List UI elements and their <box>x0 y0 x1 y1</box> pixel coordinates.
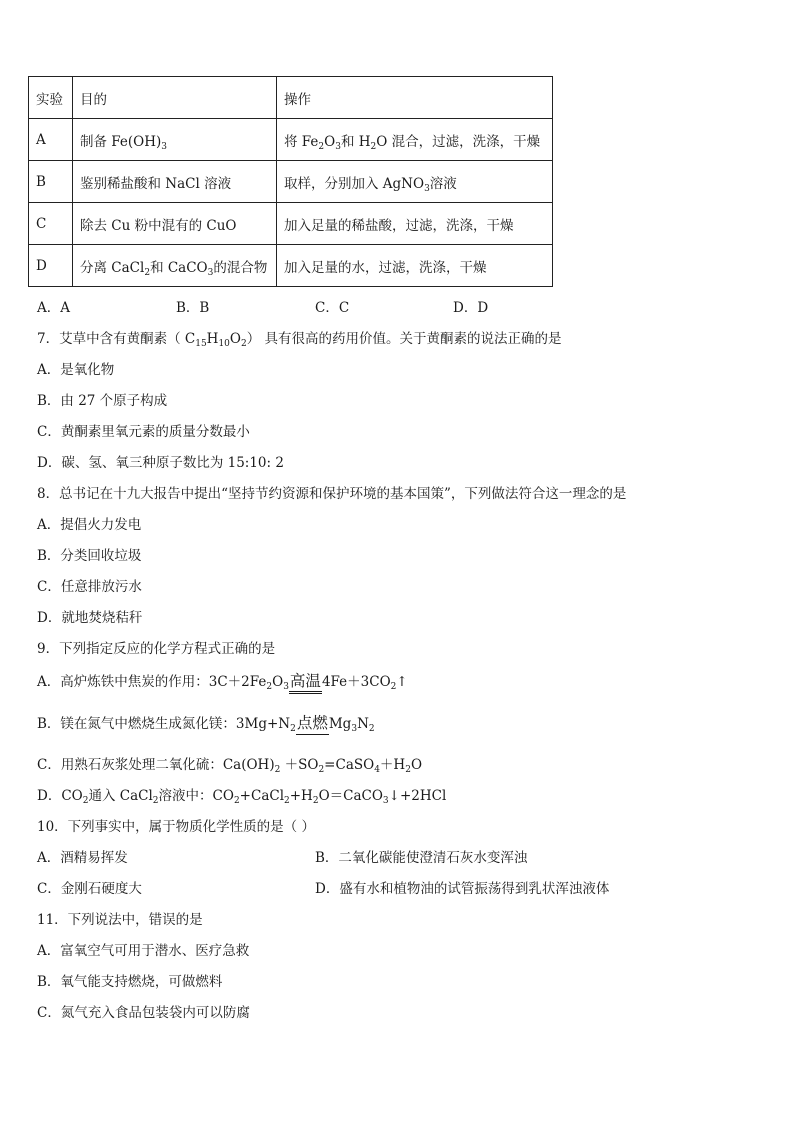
purpose-cell: 除去 Cu 粉中混有的 CuO <box>73 203 277 245</box>
header-cell: 实验 <box>29 77 73 119</box>
q11-option-b[interactable]: B．氧气能支持燃烧，可做燃料 <box>37 974 223 990</box>
q6-option-b[interactable]: B．B <box>176 300 210 316</box>
q7-option-a[interactable]: A．是氧化物 <box>37 362 115 378</box>
q10-option-a[interactable]: A．酒精易挥发 <box>37 850 128 866</box>
operation-cell: 加入足量的稀盐酸，过滤，洗涤，干燥 <box>277 203 553 245</box>
q8-option-a[interactable]: A．提倡火力发电 <box>37 517 142 533</box>
table-header-row <box>29 77 553 119</box>
q9-stem: 9．下列指定反应的化学方程式正确的是 <box>37 641 276 657</box>
row-label: A <box>29 119 73 161</box>
header-cell: 目的 <box>73 77 277 119</box>
row-label: C <box>29 203 73 245</box>
operation-cell: 取样，分别加入 AgNO$_3$溶液 <box>277 161 553 203</box>
table-row <box>29 203 553 245</box>
header-cell: 操作 <box>277 77 553 119</box>
q10-option-d[interactable]: D．盛有水和植物油的试管振荡得到乳状浑浊液体 <box>315 881 610 897</box>
q10-option-b[interactable]: B．二氧化碳能使澄清石灰水变浑浊 <box>315 850 528 866</box>
q7-option-c[interactable]: C．黄酮素里氧元素的质量分数最小 <box>37 424 250 440</box>
q9-option-a[interactable]: A．高炉炼铁中焦炭的作用：$3C+2Fe_2O_3$高温$4Fe+3CO_2↑$ <box>37 672 408 692</box>
q11-stem: 11．下列说法中，错误的是 <box>37 912 203 928</box>
q9-option-d[interactable]: D．$CO_2$通入 CaCl$_2$溶液中：$CO_2+CaCl_2+H_2O=CaCO_3↓+2HCl$ <box>37 788 447 806</box>
q8-option-c[interactable]: C．任意排放污水 <box>37 579 142 595</box>
q8-stem: 8．总书记在十九大报告中提出“坚持节约资源和保护环境的基本国策”，下列做法符合这一理念的是 <box>37 486 627 502</box>
q6-option-a[interactable]: A．A <box>37 300 70 316</box>
row-label: D <box>29 245 73 287</box>
experiment-table <box>28 76 553 287</box>
q10-stem: 10．下列事实中，属于物质化学性质的是（ ） <box>37 819 315 835</box>
table-row <box>29 245 553 287</box>
q8-option-b[interactable]: B．分类回收垃圾 <box>37 548 142 564</box>
purpose-cell: 制备 $Fe(OH)_3$ <box>73 119 277 161</box>
q9-option-b[interactable]: B．镁在氮气中燃烧生成氮化镁：$3Mg+N_2$点燃$Mg_3N_2$ <box>37 714 375 734</box>
q7-option-b[interactable]: B．由 27 个原子构成 <box>37 393 168 409</box>
q6-option-c[interactable]: C．C <box>315 300 350 316</box>
q11-option-a[interactable]: A．富氧空气可用于潜水、医疗急救 <box>37 943 250 959</box>
q8-option-d[interactable]: D．就地焚烧秸秆 <box>37 610 143 626</box>
row-label: B <box>29 161 73 203</box>
table-row <box>29 161 553 203</box>
operation-cell: 将 $Fe_2O_3$和 $H_2O$ 混合，过滤，洗涤，干燥 <box>277 119 553 161</box>
q10-option-c[interactable]: C．金刚石硬度大 <box>37 881 142 897</box>
table-row <box>29 119 553 161</box>
reaction-condition: 点燃 <box>296 716 329 735</box>
q7-stem: 7．艾草中含有黄酮素（ $C_{15}H_{10}O_2$） 具有很高的药用价值。关于黄酮素的说法正确的是 <box>37 331 562 349</box>
operation-cell: 加入足量的水，过滤，洗涤，干燥 <box>277 245 553 287</box>
purpose-cell: 分离 CaCl$_2$和 CaCO$_3$的混合物 <box>73 245 277 287</box>
reaction-condition: 高温 <box>289 674 322 694</box>
q11-option-c[interactable]: C．氮气充入食品包装袋内可以防腐 <box>37 1005 250 1021</box>
q6-option-d[interactable]: D．D <box>453 300 489 316</box>
q7-option-d[interactable]: D．碳、氢、氧三种原子数比为 15:10: 2 <box>37 455 284 471</box>
q9-option-c[interactable]: C．用熟石灰浆处理二氧化硫：$Ca(OH)_2$ $+SO_2=CaSO_4+H_2O$ <box>37 757 423 775</box>
purpose-cell: 鉴别稀盐酸和 NaCl 溶液 <box>73 161 277 203</box>
